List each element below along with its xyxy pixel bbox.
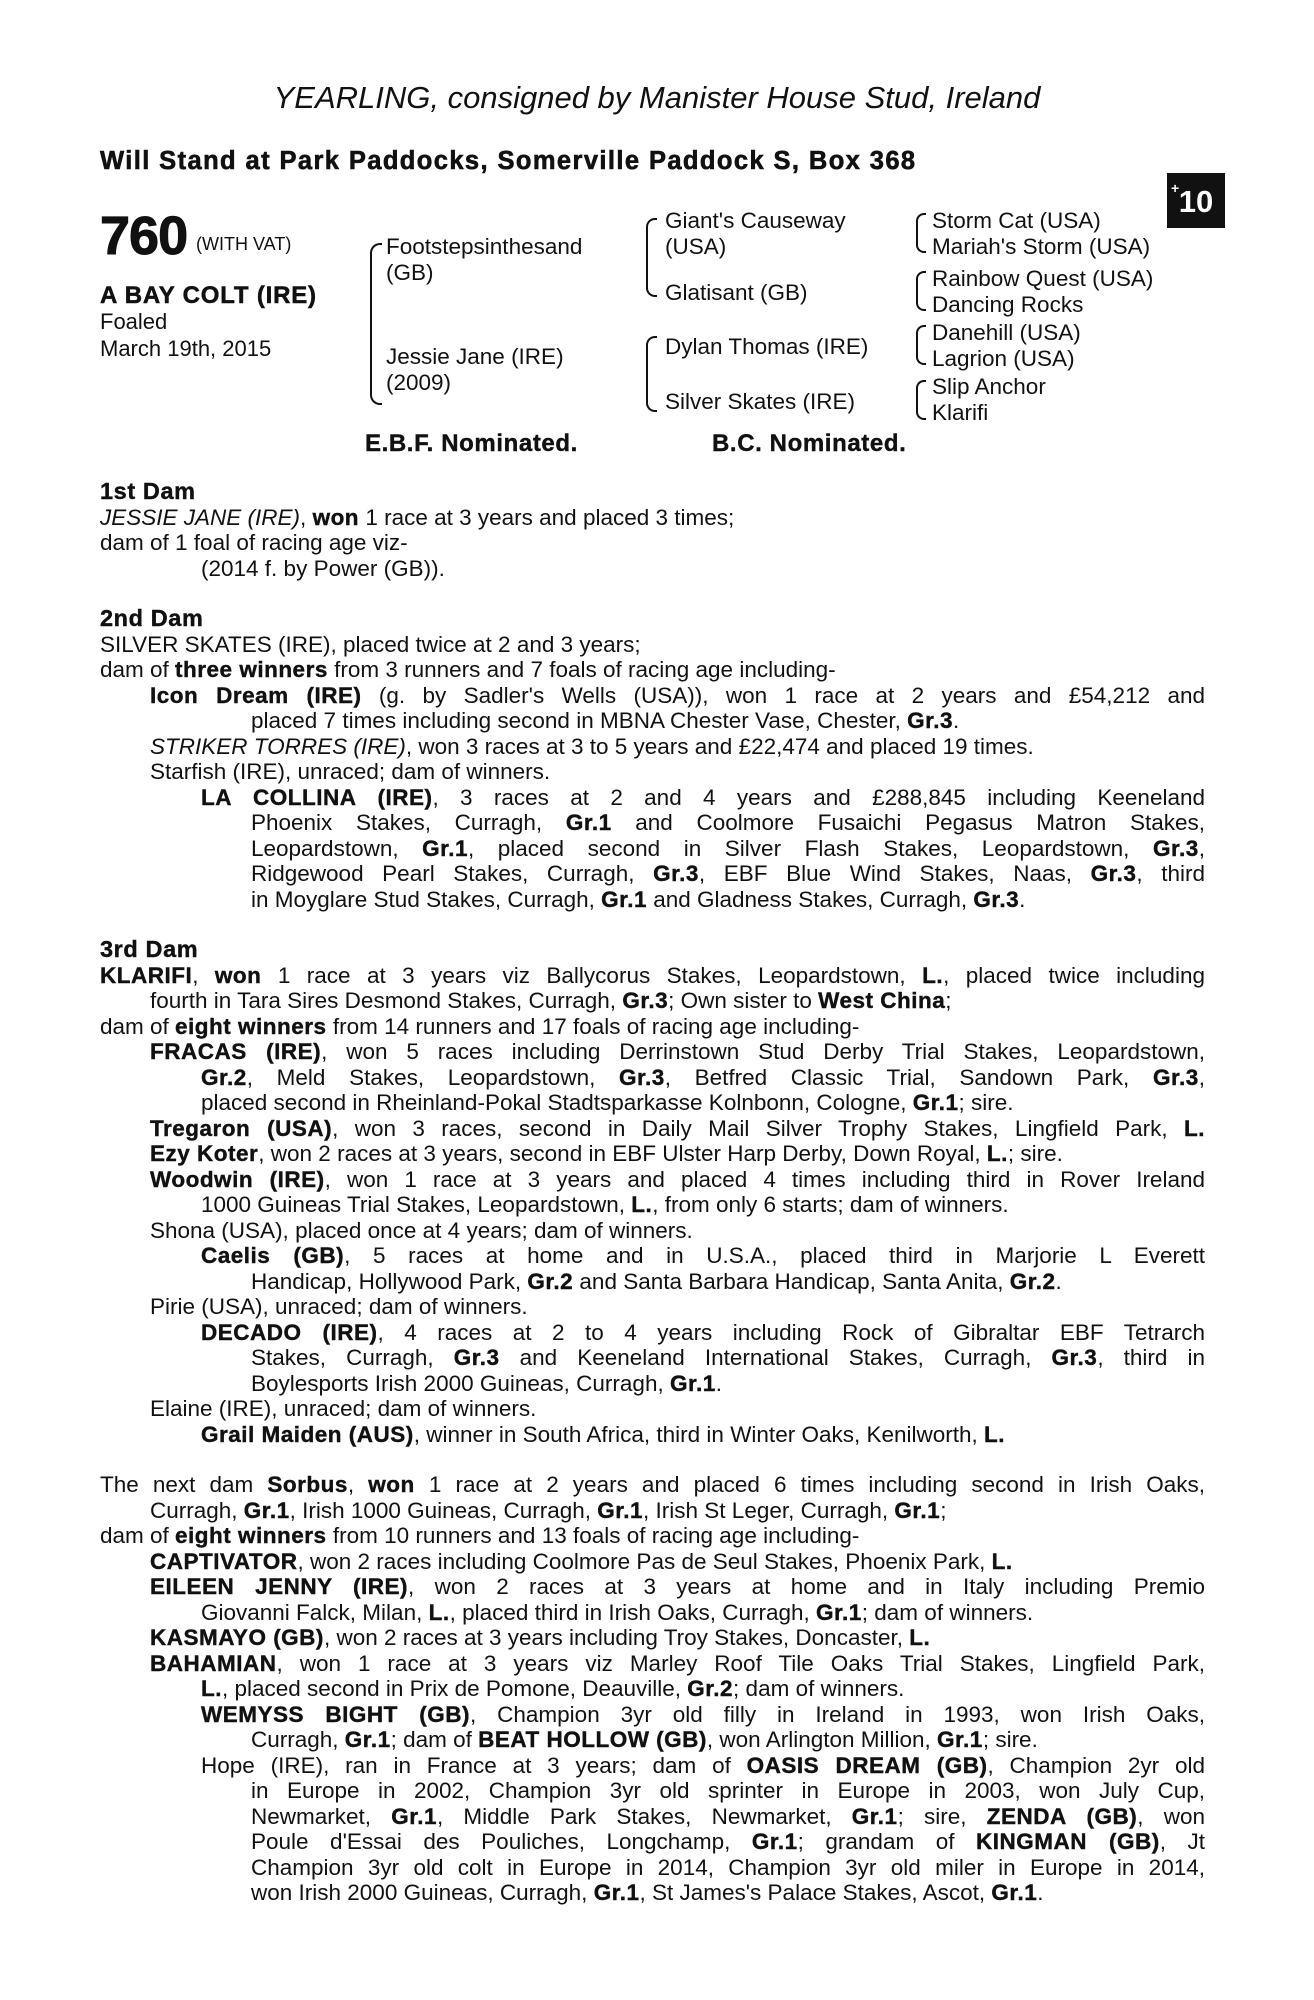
gen4-5: Danehill (USA) (932, 320, 1081, 345)
foaled-label: Foaled (100, 309, 168, 334)
stand-location: Will Stand at Park Paddocks, Somerville Paddock S, Box 368 (100, 147, 917, 175)
dam2-heading: 2nd Dam (100, 605, 204, 631)
text-line: Champion 3yr old colt in Europe in 2014, Champion 3yr old miler in Europe in 2014, (251, 1854, 1205, 1880)
text-line: Starfish (IRE), unraced; dam of winners. (150, 759, 551, 784)
brace-g4-3 (916, 325, 926, 365)
text-line: dam of three winners from 3 runners and 7 foals of racing age including- (100, 657, 836, 682)
text-line: BAHAMIAN, won 1 race at 3 years viz Marley Roof Tile Oaks Trial Stakes, Lingfield Park, (150, 1650, 1205, 1676)
text-line: Poule d'Essai des Pouliches, Longchamp, Gr.1; grandam of KINGMAN (GB), Jt (251, 1829, 1206, 1854)
text-line: Grail Maiden (AUS), winner in South Africa, third in Winter Oaks, Kenilworth, L. (201, 1421, 1006, 1447)
text-line: Gr.2, Meld Stakes, Leopardstown, Gr.3, Betfred Classic Trial, Sandown Park, Gr.3, (201, 1064, 1205, 1090)
text-line: dam of eight winners from 10 runners and 13 foals of racing age including- (100, 1523, 860, 1548)
text-line: dam of 1 foal of racing age viz- (100, 530, 408, 555)
brace-sire-bottom (646, 270, 657, 297)
text-line: placed second in Rheinland-Pokal Stadtsparkasse Kolnbonn, Cologne, Gr.1; sire. (201, 1090, 1014, 1115)
dam-dam: Silver Skates (IRE) (665, 389, 856, 414)
text-line: Hope (IRE), ran in France at 3 years; dam of OASIS DREAM (GB), Champion 2yr old (201, 1752, 1205, 1778)
text-line: EILEEN JENNY (IRE), won 2 races at 3 years at home and in Italy including Premio (150, 1574, 1205, 1599)
text-line: Handicap, Hollywood Park, Gr.2 and Santa Barbara Handicap, Santa Anita, Gr.2. (251, 1268, 1062, 1294)
foaled-info (100, 308, 271, 362)
brace-g4-4 (916, 380, 926, 420)
text-line: CAPTIVATOR, won 2 races including Coolmore Pas de Seul Stakes, Phoenix Park, L. (150, 1548, 1013, 1574)
gen4-8: Klarifi (932, 400, 989, 425)
badge-number: 10 (1178, 184, 1214, 219)
sire-name: Footstepsinthesand (GB) (386, 234, 583, 285)
brace-sire-top (646, 218, 657, 272)
text-line: DECADO (IRE), 4 races at 2 to 4 years including Rock of Gibraltar EBF Tetrarch (201, 1319, 1206, 1345)
text-line: Pirie (USA), unraced; dam of winners. (150, 1294, 528, 1319)
text-line: JESSIE JANE (IRE), won 1 race at 3 years and placed 3 times; (100, 504, 735, 530)
text-line: Curragh, Gr.1; dam of BEAT HOLLOW (GB), won Arlington Million, Gr.1; sire. (251, 1727, 1038, 1752)
text-line: placed 7 times including second in MBNA Chester Vase, Chester, Gr.3. (251, 708, 960, 733)
text-line: Stakes, Curragh, Gr.3 and Keeneland International Stakes, Curragh, Gr.3, third in (251, 1345, 1205, 1370)
text-line: fourth in Tara Sires Desmond Stakes, Curragh, Gr.3; Own sister to West China; (150, 988, 952, 1013)
text-line: Shona (USA), placed once at 4 years; dam of winners. (150, 1217, 693, 1243)
text-line: Ridgewood Pearl Stakes, Curragh, Gr.3, EBF Blue Wind Stakes, Naas, Gr.3, third (251, 861, 1205, 886)
text-line: Boylesports Irish 2000 Guineas, Curragh, Gr.1. (251, 1370, 723, 1396)
catalogue-body (100, 479, 1205, 1906)
text-line: Giovanni Falck, Milan, L., placed third in Irish Oaks, Curragh, Gr.1; dam of winners. (201, 1599, 1034, 1625)
text-line: in Europe in 2002, Champion 3yr old sprinter in Europe in 2003, won July Cup, (251, 1778, 1205, 1803)
consignment-line: YEARLING, consigned by Manister House Stud, Ireland (273, 80, 1041, 115)
text-line: Caelis (GB), 5 races at home and in U.S.A., placed third in Marjorie L Everett (201, 1243, 1205, 1268)
bc-nominated: B.C. Nominated. (712, 430, 907, 457)
text-line: won Irish 2000 Guineas, Curragh, Gr.1, St James's Palace Stakes, Ascot, Gr.1. (251, 1880, 1044, 1905)
text-line: Phoenix Stakes, Curragh, Gr.1 and Coolmore Fusaichi Pegasus Matron Stakes, (251, 810, 1206, 835)
sire-sire: Giant's Causeway (USA) (665, 208, 846, 259)
badge-plus: + (1171, 180, 1180, 196)
brace-main-top (370, 243, 382, 325)
gen4-4: Dancing Rocks (932, 292, 1084, 317)
ebf-nominated: E.B.F. Nominated. (365, 430, 578, 457)
text-line: KLARIFI, won 1 race at 3 years viz Ballycorus Stakes, Leopardstown, L., placed twice including (100, 962, 1205, 988)
text-line: Icon Dream (IRE) (g. by Sadler's Wells (USA)), won 1 race at 2 years and £54,212 and (150, 682, 1205, 708)
brace-main-bottom (370, 323, 382, 405)
brace-g4-2 (916, 271, 926, 311)
lot-number: 760 (100, 206, 188, 266)
brace-dam-bottom (646, 373, 657, 412)
text-line: dam of eight winners from 14 runners and 17 foals of racing age including- (100, 1013, 860, 1039)
text-line: The next dam Sorbus, won 1 race at 2 years and placed 6 times including second in Irish Oaks, (100, 1472, 1205, 1497)
gen4-7: Slip Anchor (932, 374, 1046, 399)
sire-dam: Glatisant (GB) (665, 280, 808, 305)
text-line: Tregaron (USA), won 3 races, second in Daily Mail Silver Trophy Stakes, Lingfield Park, L. (150, 1115, 1205, 1141)
text-line: STRIKER TORRES (IRE), won 3 races at 3 to 5 years and £22,474 and placed 19 times. (150, 733, 1034, 759)
text-line: KASMAYO (GB), won 2 races at 3 years including Troy Stakes, Doncaster, L. (150, 1625, 931, 1650)
text-line: WEMYSS BIGHT (GB), Champion 3yr old filly in Ireland in 1993, won Irish Oaks, (201, 1701, 1205, 1727)
text-line: (2014 f. by Power (GB)). (201, 555, 445, 581)
dam3-heading: 3rd Dam (100, 936, 199, 962)
text-line: 1000 Guineas Trial Stakes, Leopardstown, L., from only 6 starts; dam of winners. (201, 1192, 1009, 1217)
text-line: Curragh, Gr.1, Irish 1000 Guineas, Curragh, Gr.1, Irish St Leger, Curragh, Gr.1; (150, 1497, 947, 1523)
dam-sire: Dylan Thomas (IRE) (665, 334, 869, 359)
text-line: Ezy Koter, won 2 races at 3 years, second in EBF Ulster Harp Derby, Down Royal, L.; sire. (150, 1141, 1063, 1166)
text-line: Woodwin (IRE), won 1 race at 3 years and placed 4 times including third in Rover Ireland (150, 1166, 1205, 1192)
text-line: Leopardstown, Gr.1, placed second in Silver Flash Stakes, Leopardstown, Gr.3, (251, 835, 1205, 861)
foaled-date: March 19th, 2015 (100, 336, 272, 361)
text-line: SILVER SKATES (IRE), placed twice at 2 and 3 years; (100, 631, 641, 657)
lot-vat: (WITH VAT) (196, 234, 292, 254)
text-line: Elaine (IRE), unraced; dam of winners. (150, 1396, 537, 1421)
gen4-3: Rainbow Quest (USA) (932, 266, 1154, 291)
text-line: FRACAS (IRE), won 5 races including Derrinstown Stud Derby Trial Stakes, Leopardstown, (150, 1039, 1205, 1064)
dam1-heading: 1st Dam (100, 478, 196, 504)
text-line: LA COLLINA (IRE), 3 races at 2 and 4 years and £288,845 including Keeneland (201, 784, 1205, 810)
brace-g4-1 (916, 213, 926, 253)
lot-badge (1167, 173, 1225, 228)
gen4-1: Storm Cat (USA) (932, 208, 1101, 233)
text-line: L., placed second in Prix de Pomone, Deauville, Gr.2; dam of winners. (201, 1676, 905, 1701)
gen4-6: Lagrion (USA) (932, 346, 1075, 371)
text-line: Newmarket, Gr.1, Middle Park Stakes, Newmarket, Gr.1; sire, ZENDA (GB), won (251, 1803, 1206, 1829)
horse-name: A BAY COLT (IRE) (100, 282, 317, 309)
gen4-2: Mariah's Storm (USA) (932, 234, 1151, 259)
brace-dam-top (646, 336, 657, 375)
dam-name: Jessie Jane (IRE) (2009) (386, 344, 564, 395)
text-line: in Moyglare Stud Stakes, Curragh, Gr.1 and Gladness Stakes, Curragh, Gr.3. (251, 886, 1026, 912)
